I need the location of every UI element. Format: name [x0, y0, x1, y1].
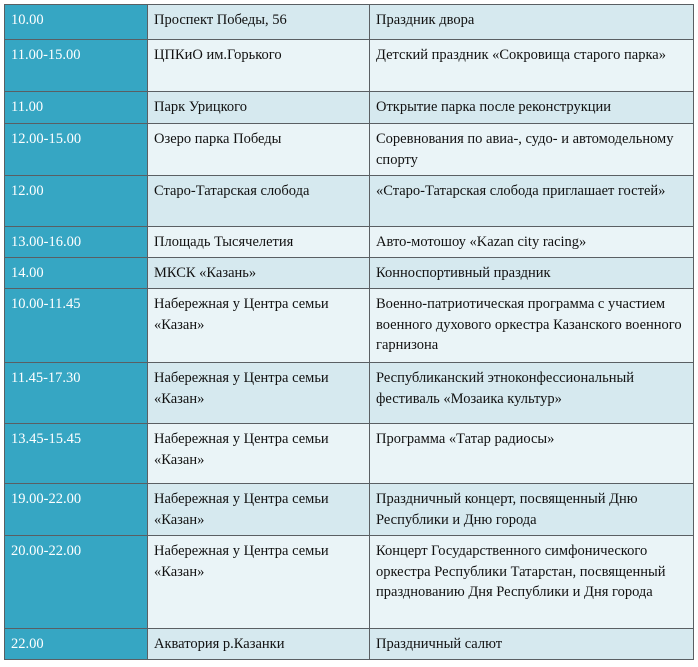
place-cell: Набережная у Центра семьи «Казан» [148, 363, 370, 424]
table-row [5, 92, 694, 124]
event-cell: Праздничный салют [370, 629, 694, 660]
time-cell: 11.00-15.00 [5, 40, 148, 92]
place-cell: ЦПКиО им.Горького [148, 40, 370, 92]
time-cell: 11.00 [5, 92, 148, 124]
table-row [5, 424, 694, 484]
event-cell: Авто-мотошоу «Kazan city racing» [370, 227, 694, 258]
event-cell: Соревнования по авиа-, судо- и автомодельному спорту [370, 124, 694, 176]
event-cell: Военно-патриотическая программа с участием военного духового оркестра Казанского военного гарнизона [370, 289, 694, 363]
table-row [5, 484, 694, 536]
time-cell: 13.45-15.45 [5, 424, 148, 484]
table-row [5, 536, 694, 629]
event-cell: Праздничный концерт, посвященный Дню Республики и Дню города [370, 484, 694, 536]
event-cell: Республиканский этноконфессиональный фестиваль «Мозаика культур» [370, 363, 694, 424]
event-cell: «Старо-Татарская слобода приглашает гостей» [370, 176, 694, 227]
time-cell: 20.00-22.00 [5, 536, 148, 629]
table-row [5, 124, 694, 176]
table-row [5, 176, 694, 227]
place-cell: Озеро парка Победы [148, 124, 370, 176]
table-row [5, 289, 694, 363]
time-cell: 22.00 [5, 629, 148, 660]
place-cell: Набережная у Центра семьи «Казан» [148, 289, 370, 363]
time-cell: 12.00 [5, 176, 148, 227]
place-cell: Набережная у Центра семьи «Казан» [148, 536, 370, 629]
time-cell: 11.45-17.30 [5, 363, 148, 424]
place-cell: Старо-Татарская слобода [148, 176, 370, 227]
place-cell: Набережная у Центра семьи «Казан» [148, 484, 370, 536]
place-cell: Проспект Победы, 56 [148, 5, 370, 40]
event-cell: Концерт Государственного симфонического оркестра Республики Татарстан, посвященный празднованию Дня Республики и Дня города [370, 536, 694, 629]
event-cell: Детский праздник «Сокровища старого парка» [370, 40, 694, 92]
time-cell: 10.00-11.45 [5, 289, 148, 363]
place-cell: Акватория р.Казанки [148, 629, 370, 660]
schedule-table [4, 4, 694, 660]
table-row [5, 40, 694, 92]
place-cell: МКСК «Казань» [148, 258, 370, 289]
event-cell: Конноспортивный праздник [370, 258, 694, 289]
event-cell: Праздник двора [370, 5, 694, 40]
place-cell: Набережная у Центра семьи «Казан» [148, 424, 370, 484]
table-row [5, 227, 694, 258]
event-cell: Программа «Татар радиосы» [370, 424, 694, 484]
time-cell: 10.00 [5, 5, 148, 40]
schedule-body [5, 5, 694, 660]
time-cell: 12.00-15.00 [5, 124, 148, 176]
table-row [5, 258, 694, 289]
place-cell: Парк Урицкого [148, 92, 370, 124]
place-cell: Площадь Тысячелетия [148, 227, 370, 258]
time-cell: 19.00-22.00 [5, 484, 148, 536]
event-cell: Открытие парка после реконструкции [370, 92, 694, 124]
time-cell: 14.00 [5, 258, 148, 289]
table-row [5, 5, 694, 40]
table-row [5, 629, 694, 660]
table-row [5, 363, 694, 424]
time-cell: 13.00-16.00 [5, 227, 148, 258]
